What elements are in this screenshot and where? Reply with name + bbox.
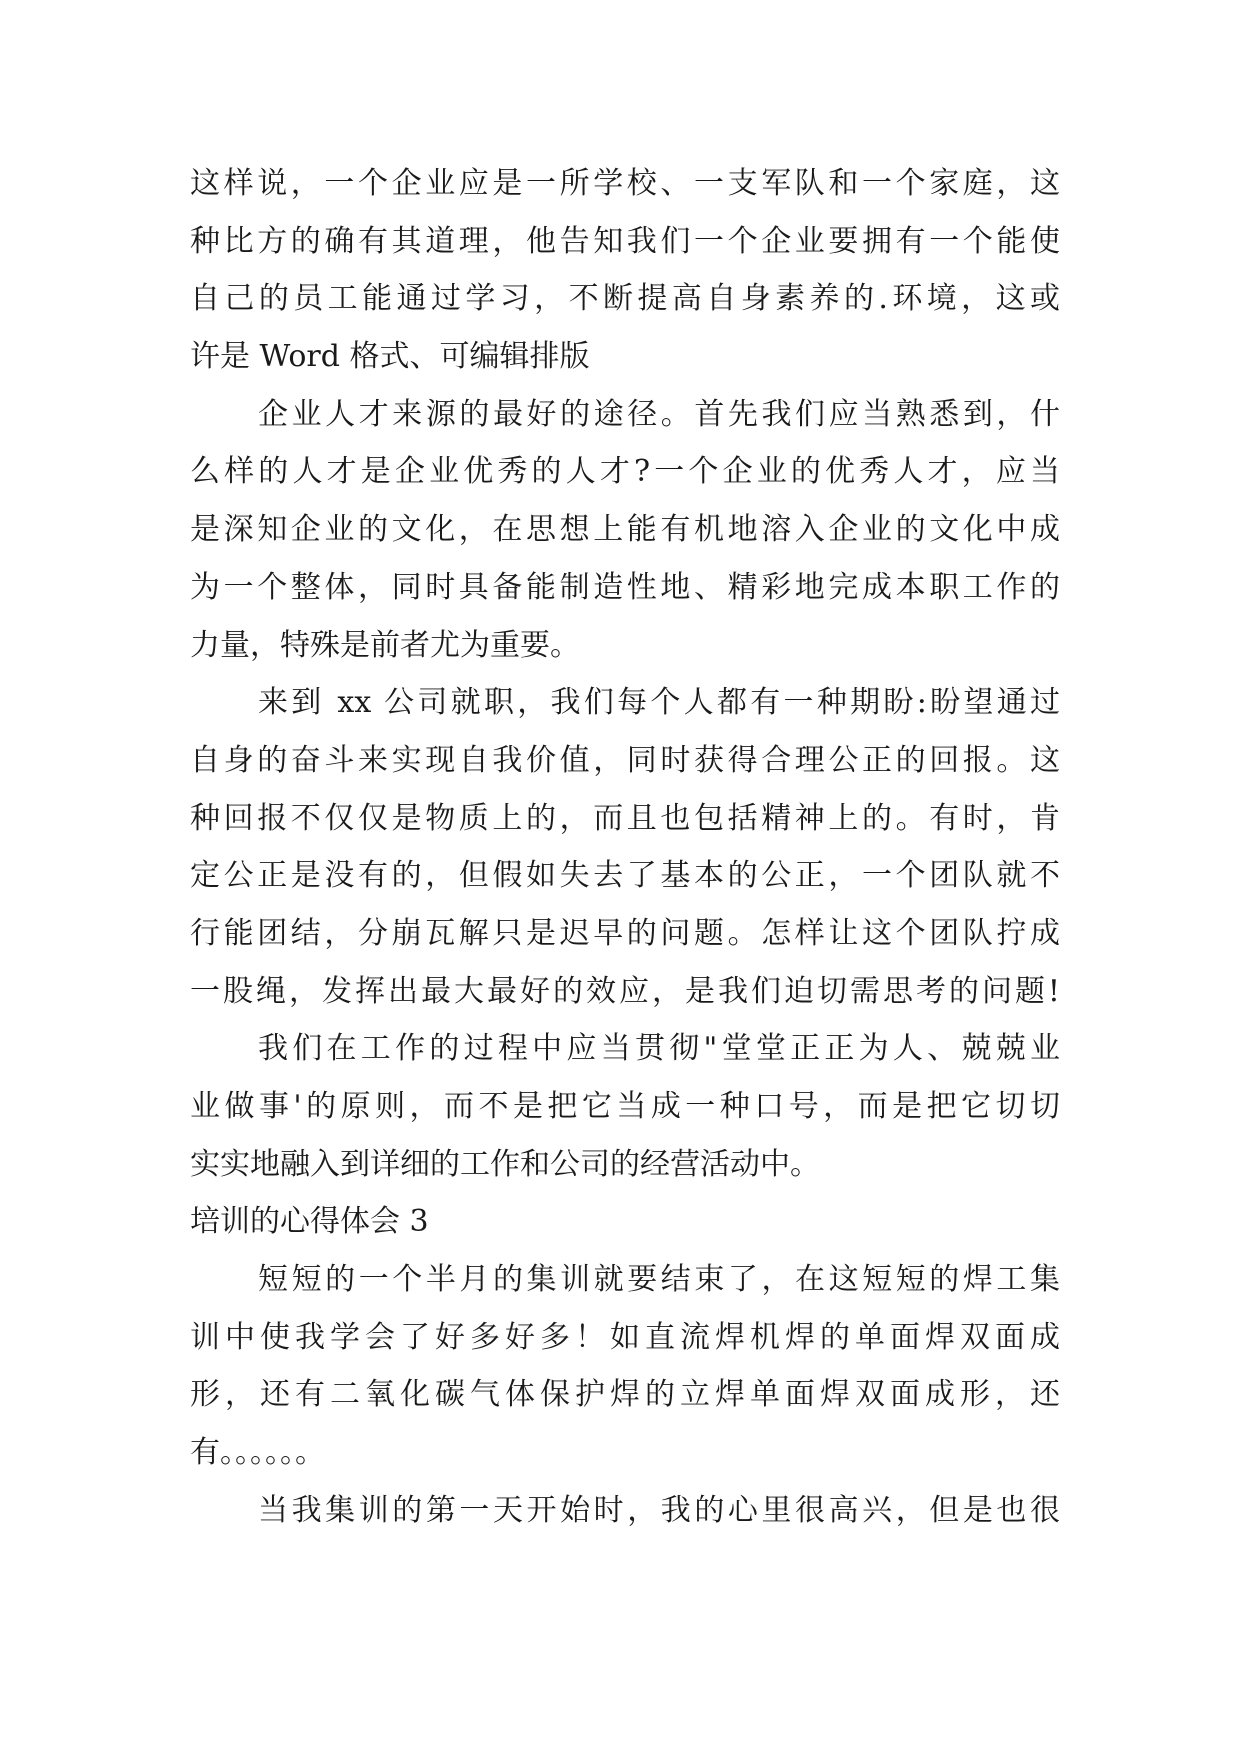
text-line: 一股绳，发挥出最大最好的效应，是我们迫切需思考的问题! <box>190 973 1060 1009</box>
text-line: 为一个整体，同时具备能制造性地、精彩地完成本职工作的 <box>190 569 1060 605</box>
section-heading: 培训的心得体会 3 <box>190 1204 429 1240</box>
text-line: 许是 Word 格式、可编辑排版 <box>190 339 590 375</box>
document-body <box>190 155 1060 1540</box>
text-line: 这样说，一个企业应是一所学校、一支军队和一个家庭，这 <box>190 166 1060 201</box>
text-line: 种比方的确有其道理，他告知我们一个企业要拥有一个能使 <box>190 223 1060 259</box>
paragraph-first-line: 来到 xx 公司就职，我们每个人都有一种期盼:盼望通过 <box>258 685 1060 721</box>
paragraph-first-line: 当我集训的第一天开始时，我的心里很高兴，但是也很 <box>258 1492 1060 1528</box>
paragraph-first-line: 企业人才来源的最好的途径。首先我们应当熟悉到，什 <box>258 396 1060 432</box>
text-line: 自己的员工能通过学习，不断提高自身素养的.环境，这或 <box>190 281 1060 317</box>
text-line: 实实地融入到详细的工作和公司的经营活动中。 <box>190 1146 820 1182</box>
text-line: 训中使我学会了好多好多！如直流焊机焊的单面焊双面成 <box>190 1319 1060 1355</box>
text-line: 形，还有二氧化碳气体保护焊的立焊单面焊双面成形，还 <box>190 1377 1060 1413</box>
text-line: 种回报不仅仅是物质上的，而且也包括精神上的。有时，肯 <box>190 800 1060 836</box>
text-line: 行能团结，分崩瓦解只是迟早的问题。怎样让这个团队拧成 <box>190 915 1060 951</box>
text-line: 么样的人才是企业优秀的人才?一个企业的优秀人才，应当 <box>190 454 1060 490</box>
text-line: 有。。。。。。 <box>190 1435 325 1471</box>
text-line: 自身的奋斗来实现自我价值，同时获得合理公正的回报。这 <box>190 742 1060 778</box>
paragraph-first-line: 短短的一个半月的集训就要结束了，在这短短的焊工集 <box>258 1262 1060 1298</box>
text-line: 定公正是没有的，但假如失去了基本的公正，一个团队就不 <box>190 858 1060 894</box>
paragraph-first-line: 我们在工作的过程中应当贯彻"堂堂正正为人、兢兢业 <box>258 1031 1060 1067</box>
text-line: 力量，特殊是前者尤为重要。 <box>190 627 580 663</box>
text-line: 是深知企业的文化，在思想上能有机地溶入企业的文化中成 <box>190 512 1060 548</box>
text-line: 业做事'的原则，而不是把它当成一种口号，而是把它切切 <box>190 1089 1060 1124</box>
